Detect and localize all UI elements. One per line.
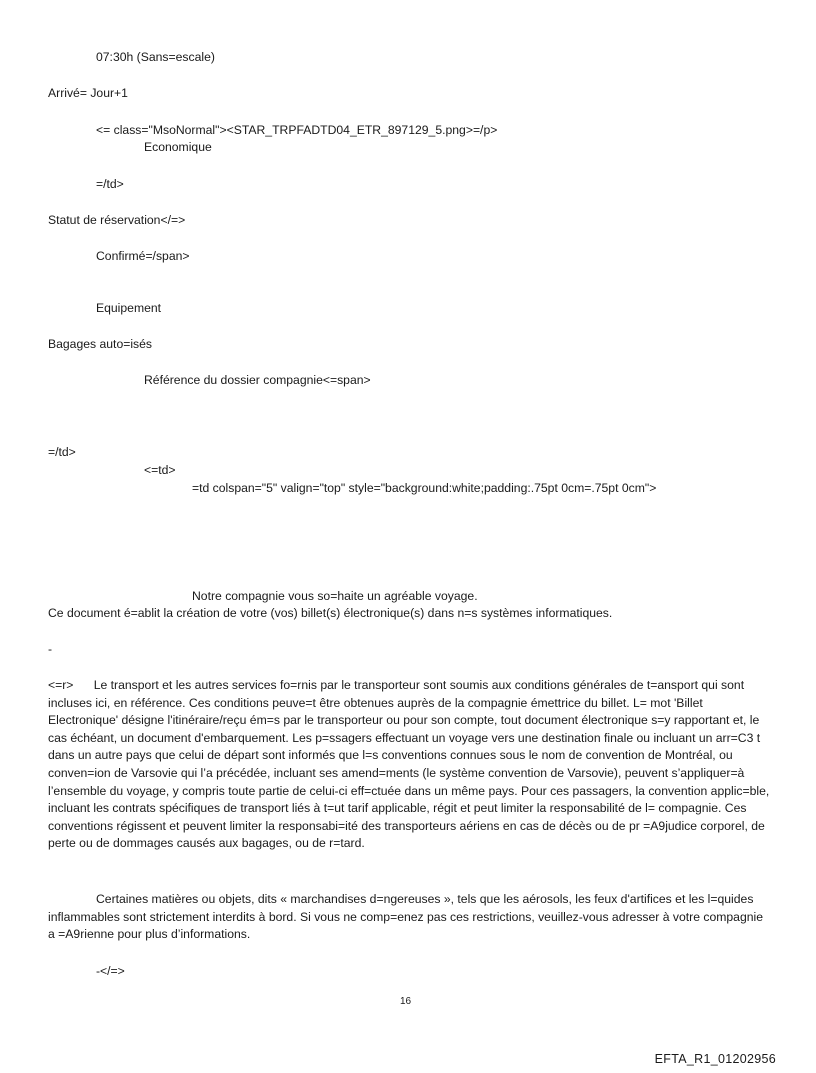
td-attributes-line: =td colspan="5" valign="top" style="background:white;padding:.75pt 0cm=.75pt 0cm"> — [192, 481, 657, 495]
dash-line: - — [48, 642, 53, 656]
equipment-label: Equipement — [96, 301, 162, 315]
td-close-line: =/td> — [96, 177, 124, 191]
airline-reference-label: Référence du dossier compagnie<=span> — [144, 373, 371, 387]
booking-status-value: Confirmé=/span> — [96, 249, 190, 263]
arrival-day: Arrivé= Jour+1 — [48, 86, 128, 100]
image-tag-line: <= class="MsoNormal"><STAR_TRPFADTD04_ETR_897129_5.png>=/p> — [96, 123, 498, 137]
closing-line: -</=> — [96, 964, 125, 978]
td-close-line-2: =/td> — [48, 445, 76, 459]
baggage-label: Bagages auto=isés — [48, 337, 153, 351]
farewell-message: Notre compagnie vous so=haite un agréable voyage. — [192, 589, 478, 603]
dangerous-goods-paragraph: Certaines matières ou objets, dits « marchandises d=ngereuses », tels que les aérosols, les feux d'artifices et les l=quides inflammables sont strictement interdits à bord. Si vous ne comp=enez pas ces restrictions, veuillez-vous adresser à votre compagnie a =A9rienne pour plus d’informations. — [48, 892, 763, 942]
transport-conditions-paragraph: <=r> Le transport et les autres services fo=rnis par le transporteur sont soumis aux conditions générales de t=ansport qui sont incluses ici, en référence. Ces conditions peuve=t être obtenues auprès de la compagnie émettrice du billet. L= mot 'Billet Electronique' désigne l'itinéraire/reçu ém=s par le transporteur ou pour son compte, tout document électronique s=y rapportant et, le cas échéant, un document d'embarquement. Les p=ssagers effectuant un voyage vers une destination finale ou incluant un arr=C3 t dans un autre pays que celui de départ sont informés que l=s conventions connues sous le nom de convention de Montréal, ou conven=ion de Varsovie qui l’a précédée, incluant ses amend=ments (le système convention de Varsovie), peuvent s’appliquer=à l’ensemble du voyage, y compris toute partie de celui-ci eff=ctuée dans un même pays. Pour ces passagers, la convention applic=ble, incluant les contrats spécifiques de transport liés à t=ut tarif applicable, régit et peut limiter la responsabilité de l= compagnie. Ces conventions régissent et peuvent limiter la responsabi=ité des transporteurs aériens en cas de décès ou de pr =A9judice corporel, de perte ou de dommages causés aux bagages, ou de r=tard. — [48, 678, 770, 851]
flight-duration: 07:30h (Sans=escale) — [96, 50, 215, 64]
document-note: Ce document é=ablit la création de votre (vos) billet(s) électronique(s) dans n=s systèmes informatiques. — [48, 606, 613, 620]
document-id-footer: EFTA_R1_01202956 — [654, 1052, 776, 1066]
booking-status-label: Statut de réservation</=> — [48, 213, 186, 227]
td-open-line: <=td> — [144, 463, 176, 477]
page-number: 16 — [400, 996, 412, 1007]
cabin-class: Economique — [144, 140, 212, 154]
